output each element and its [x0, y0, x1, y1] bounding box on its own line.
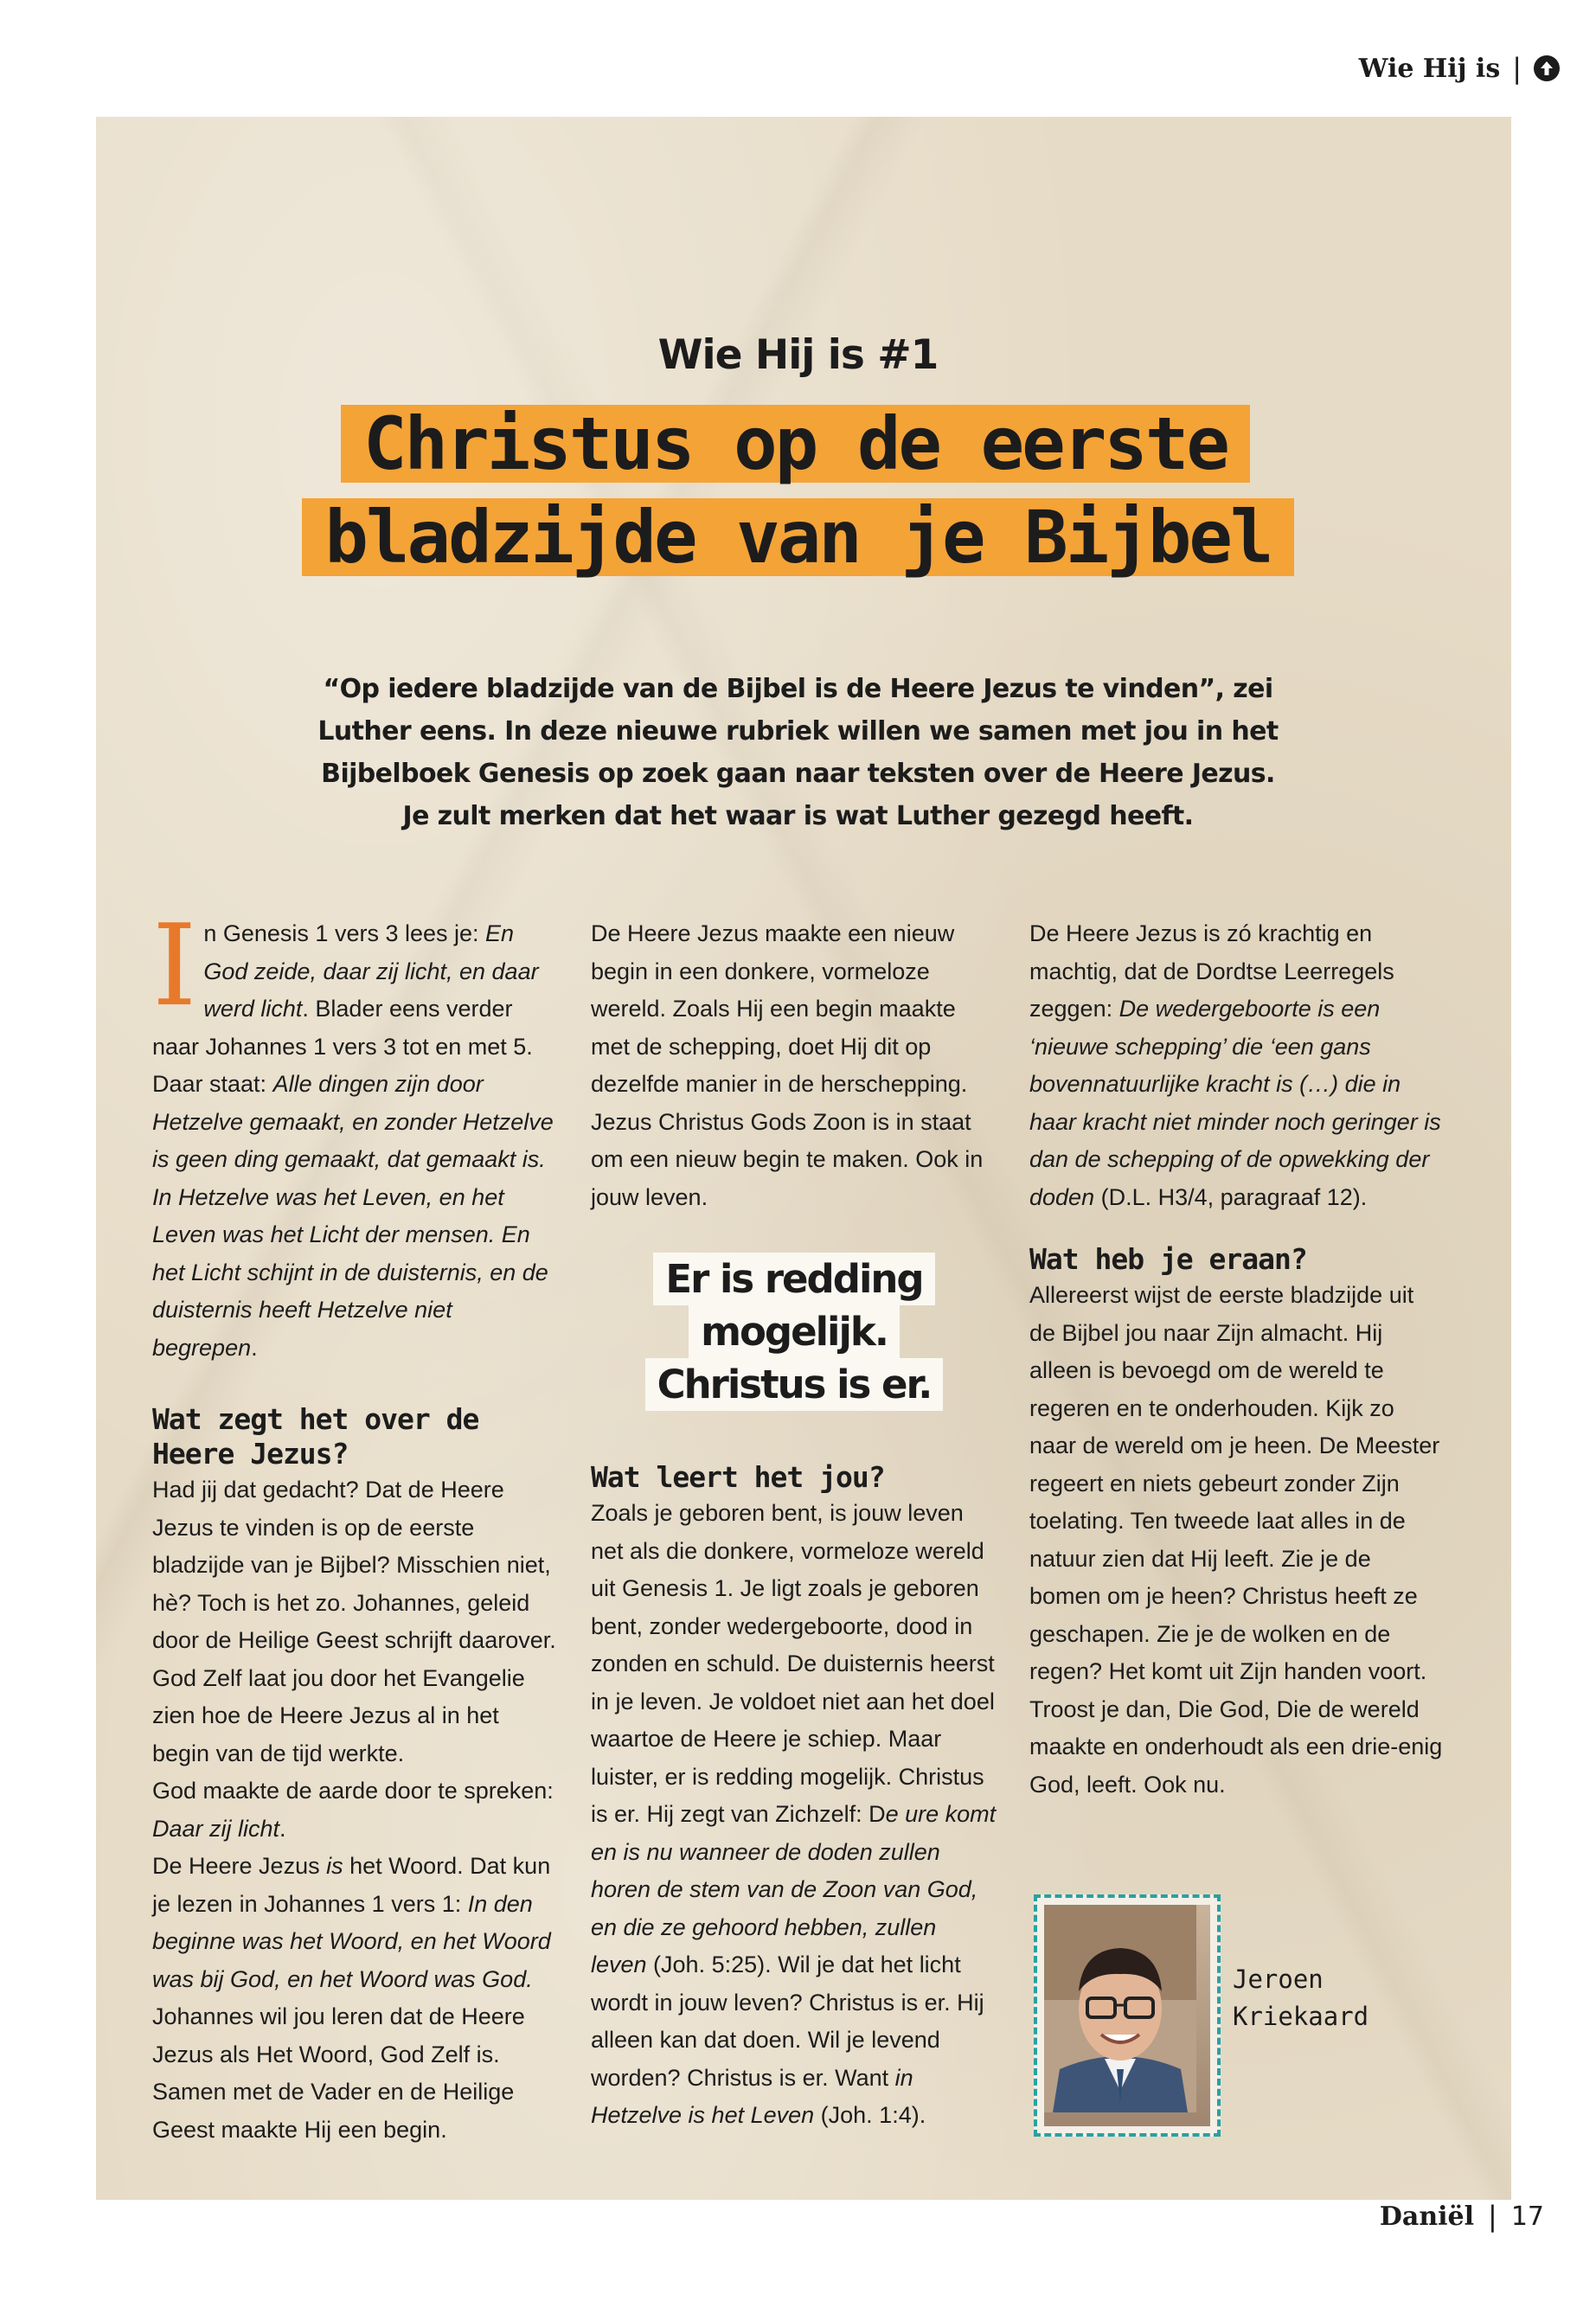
- text-run: .: [279, 1815, 286, 1842]
- quote-run: in Hetzelve is het Leven: [591, 2064, 913, 2128]
- author-photo: [1044, 1905, 1210, 2126]
- quote-run: e ure komt en is nu wanneer de doden zullen horen de stem van de Zoon van God, en die ze gehoord hebben, zullen leven: [591, 1801, 997, 1977]
- pull-quote-line: Christus is er.: [645, 1358, 944, 1411]
- drop-cap: I: [152, 900, 197, 1031]
- section-heading: Wat zegt het over de Heere Jezus?: [152, 1402, 479, 1471]
- up-arrow-circle-icon[interactable]: [1534, 55, 1560, 81]
- article-kicker: Wie Hij is #1: [657, 331, 939, 379]
- section-heading: Wat heb je eraan?: [1029, 1242, 1307, 1276]
- text-run: het Woord. Dat kun je lezen in Johannes 1 vers 1:: [152, 1853, 551, 1917]
- quote-run: En God zeide, daar zij licht, en daar werd licht: [203, 920, 539, 1022]
- paragraph: [1029, 915, 1445, 1216]
- paragraph: De Heere Jezus maakte een nieuw begin in een donkere, vormeloze wereld. Zoals Hij een begin maakte met de schepping, doet Hij dit op dezelfde manier in de herschepping. Jezus Christus Gods Zoon is in staat om een nieuw begin te maken. Ook in jouw leven.: [591, 920, 984, 1210]
- text-run: De Heere Jezus is zó krachtig en machtig, dat de Dordtse Leerregels zeggen:: [1029, 920, 1394, 1022]
- text-run: n Genesis 1 vers 3 lees je:: [203, 920, 486, 946]
- author-photo-frame: [1034, 1894, 1221, 2137]
- text-run: De Heere Jezus: [152, 1853, 327, 1879]
- text-run: .: [251, 1334, 258, 1361]
- magazine-name: Daniël: [1379, 2201, 1475, 2232]
- column-2: [591, 915, 997, 2135]
- article-intro: “Op iedere bladzijde van de Bijbel is de Heere Jezus te vinden”, zei Luther eens. In deze nieuwe rubriek willen we samen met jou in het Bijbelboek Genesis op zoek gaan naar teksten over de Heere Jezus. Je zult merken dat het waar is wat Luther gezegd heeft.: [317, 674, 1279, 831]
- paragraph: [591, 1495, 997, 2135]
- footer-separator: |: [1488, 2200, 1497, 2233]
- title-line-1: Christus op de eerste: [341, 405, 1250, 483]
- author-first-name: Jeroen: [1233, 1965, 1324, 1994]
- paragraph: [152, 900, 559, 1367]
- running-footer: [1380, 2200, 1544, 2233]
- title-line-2: bladzijde van je Bijbel: [302, 498, 1293, 576]
- paragraph: Allereerst wijst de eerste bladzijde uit de Bijbel jou naar Zijn almacht. Hij alleen is bevoegd om de wereld te regeren en te onderhouden. Kijk zo naar de wereld om je heen. De Meester regeert en niets gebeurt zonder Zijn toelating. Ten tweede laat alles in de natuur zien dat Hij leeft. Zie je de bomen om je heen? Christus heeft ze geschapen. Zie je de wolken en de regen? Het komt uit Zijn handen voort. Troost je dan, Die God, Die de wereld maakte en onderhoudt als een drie-enig God, leeft. Ook nu.: [1029, 1282, 1443, 1798]
- text-run: Johannes wil jou leren dat de Heere Jezus als Het Woord, God Zelf is. Samen met de Vader en de Heilige Geest maakte Hij een begin.: [152, 2003, 525, 2143]
- quote-run: Alle dingen zijn door Hetzelve gemaakt, en zonder Hetzelve is geen ding gemaakt, dat gemaakt is. In Hetzelve was het Leven, en het Leven was het Licht der mensen. En het Licht schijnt in de duisternis, en de duisternis heeft Hetzelve niet begrepen: [152, 1071, 554, 1361]
- section-heading: Wat leert het jou?: [591, 1460, 885, 1494]
- article-title: [0, 401, 1596, 580]
- column-3: [1029, 915, 1445, 1804]
- pull-quote-line: mogelijk.: [689, 1305, 900, 1358]
- text-run: God maakte de aarde door te spreken:: [152, 1778, 554, 1804]
- page-number: 17: [1510, 2201, 1544, 2232]
- running-header: [1359, 52, 1560, 85]
- column-1: [152, 900, 559, 2149]
- pull-quote-line: Er is redding: [653, 1253, 934, 1305]
- quote-run: In den beginne was het Woord, en het Woord was bij God, en het Woord was God.: [152, 1890, 551, 1992]
- quote-run: is: [326, 1853, 343, 1879]
- paragraph: [152, 1772, 559, 1848]
- paragraph: Had jij dat gedacht? Dat de Heere Jezus te vinden is op de eerste bladzijde van je Bijbel? Misschien niet, hè? Toch is het zo. Johannes, geleid door de Heilige Geest schrijft daarover. God Zelf laat jou door het Evangelie zien hoe de Heere Jezus al in het begin van de tijd werkte.: [152, 1477, 556, 1766]
- quote-run: De wedergeboorte is een ‘nieuwe schepping’ die ‘een gans bovennatuurlijke kracht is (…) die in haar kracht niet minder noch geringer is dan de schepping of de opwekking der doden: [1029, 996, 1441, 1210]
- paragraph: [152, 1848, 559, 2149]
- author-name: [1233, 1961, 1368, 2035]
- quote-run: Daar zij licht: [152, 1815, 280, 1842]
- section-name: Wie Hij is: [1358, 53, 1501, 84]
- text-run: Zoals je geboren bent, is jouw leven net als die donkere, vormeloze wereld uit Genesis 1. Je ligt zoals je geboren bent, zonder wedergeboorte, dood in zonden en schuld. De duisternis heerst in je leven. Je voldoet niet aan het doel waartoe de Heere je schiep. Maar luister, er is redding mogelijk. Christus is er. Hij zegt van Zichzelf: D: [591, 1500, 995, 1827]
- header-separator: |: [1512, 52, 1522, 85]
- text-run: (Joh. 1:4).: [814, 2102, 926, 2128]
- pull-quote: [591, 1253, 997, 1411]
- text-run: (Joh. 5:25). Wil je dat het licht wordt in jouw leven? Christus is er. Hij alleen kan dat doen. Wil je levend worden? Christus is er. Want: [591, 1952, 984, 2091]
- text-run: (D.L. H3/4, paragraaf 12).: [1094, 1183, 1368, 1210]
- author-last-name: Kriekaard: [1233, 2002, 1369, 2031]
- text-run: . Blader eens verder naar Johannes 1 vers 3 tot en met 5. Daar staat:: [152, 996, 533, 1097]
